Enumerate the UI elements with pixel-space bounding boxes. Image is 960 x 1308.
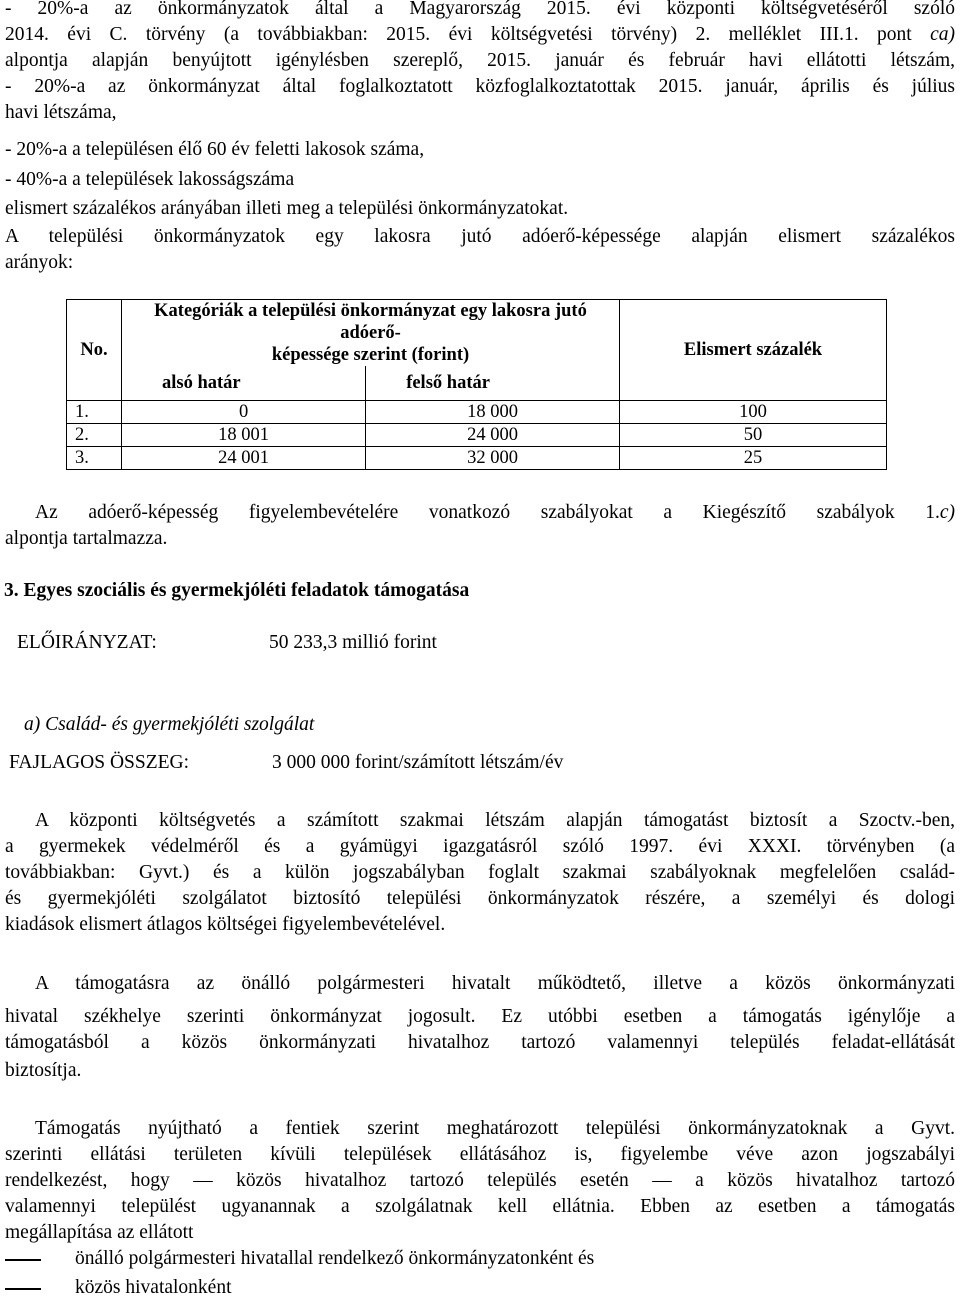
text-line: továbbiakban: Gyvt.) és a külön jogszabályban foglalt szakmai szabályoknak megfelelően család- — [5, 862, 955, 883]
text-line: szerinti ellátási területen kívüli települések ellátásához is, figyelembe véve azon jogszabályi — [5, 1144, 955, 1165]
text-line: alpontja tartalmazza. — [5, 528, 168, 549]
appropriation-value: 50 233,3 millió forint — [269, 632, 437, 653]
text-line: A támogatásra az önálló polgármesteri hivatalt működtető, illetve a közös önkormányzati — [35, 973, 955, 994]
text-line: arányok: — [5, 252, 74, 273]
text-line: 2014. évi C. törvény (a továbbiakban: 2015. évi költségvetési törvény) 2. melléklet III.1. pont ca) — [5, 24, 955, 45]
cell-no: 1. — [67, 400, 122, 423]
table-row — [67, 423, 887, 446]
section-heading: 3. Egyes szociális és gyermekjóléti feladatok támogatása — [4, 580, 470, 601]
text-line: - 20%-a a településen élő 60 év feletti lakosok száma, — [5, 139, 425, 160]
header-lower: alsó határ — [122, 366, 366, 400]
cell-upper: 24 000 — [366, 423, 620, 446]
cell-percent: 100 — [620, 400, 887, 423]
unit-amount-label: FAJLAGOS ÖSSZEG: — [9, 752, 190, 773]
table-row — [67, 400, 887, 423]
text-line: Támogatás nyújtható a fentiek szerint meghatározott települési önkormányzatoknak a Gyvt. — [35, 1118, 955, 1139]
text-line: a gyermekek védelméről és a gyámügyi igazgatásról szóló 1997. évi XXXI. törvényben (a — [5, 836, 955, 857]
text-line: megállapítása az ellátott — [5, 1222, 194, 1243]
header-category: Kategóriák a települési önkormányzat egy lakosra jutó adóerő- képessége szerint (forint) — [122, 300, 620, 367]
text-line: - 40%-a a települések lakosságszáma — [5, 169, 295, 190]
text-line: A települési önkormányzatok egy lakosra jutó adóerő-képessége alapján elismert százalékos — [5, 226, 955, 247]
text-line: kiadások elismert átlagos költségei figyelembevételével. — [5, 914, 446, 935]
header-percent: Elismert százalék — [620, 300, 887, 401]
text-line: Az adóerő-képesség figyelembevételére vonatkozó szabályokat a Kiegészítő szabályok 1.c) — [35, 502, 955, 523]
text-line: A központi költségvetés a számított szakmai létszám alapján támogatást biztosít a Szoctv.-ben, — [35, 810, 955, 831]
cell-lower: 24 001 — [122, 446, 366, 469]
text-line: alpontja alapján benyújtott igénylésben szereplő, 2015. január és február havi ellátotti létszám, — [5, 50, 955, 71]
header-upper: felső határ — [366, 366, 620, 400]
list-item: önálló polgármesteri hivatallal rendelkező önkormányzatonként és — [5, 1246, 594, 1272]
text-line: - 20%-a az önkormányzat által foglalkoztatott közfoglalkoztatottak 2015. január, április és július — [5, 76, 955, 97]
text-line: - 20%-a az önkormányzatok által a Magyarország 2015. évi központi költségvetéséről szóló — [5, 0, 955, 19]
text-line: biztosítja. — [5, 1060, 82, 1081]
table-row — [67, 446, 887, 469]
list-item: közös hivatalonként — [5, 1275, 232, 1301]
dash-bullet-icon — [5, 1288, 41, 1290]
cell-upper: 18 000 — [366, 400, 620, 423]
cell-no: 2. — [67, 423, 122, 446]
text-line: valamennyi települést ugyanannak a szolgálatnak kell ellátnia. Ebben az esetben a támogatás — [5, 1196, 955, 1217]
dash-bullet-icon — [5, 1259, 41, 1261]
subsection-heading: a) Család- és gyermekjóléti szolgálat — [24, 714, 315, 735]
text-line: rendelkezést, hogy — közös hivatalhoz tartozó település esetén — a közös hivatalhoz tartozó — [5, 1170, 955, 1191]
cell-lower: 18 001 — [122, 423, 366, 446]
text-line: és gyermekjóléti szolgálatot biztosító települési önkormányzatok részére, a személyi és dologi — [5, 888, 955, 909]
text-line: elismert százalékos arányában illeti meg a települési önkormányzatokat. — [5, 198, 569, 219]
unit-amount-value: 3 000 000 forint/számított létszám/év — [272, 752, 564, 773]
cell-percent: 50 — [620, 423, 887, 446]
header-no: No. — [67, 300, 122, 401]
text-line: havi létszáma, — [5, 102, 117, 123]
appropriation-label: ELŐIRÁNYZAT: — [17, 632, 157, 653]
percentage-table — [66, 299, 887, 468]
text-line: támogatásból a közös önkormányzati hivatalhoz tartozó valamennyi település feladat-ellátását — [5, 1032, 955, 1053]
cell-lower: 0 — [122, 400, 366, 423]
text-line: hivatal székhelye szerinti önkormányzat jogosult. Ez utóbbi esetben a támogatás igénylője a — [5, 1006, 955, 1027]
cell-upper: 32 000 — [366, 446, 620, 469]
cell-no: 3. — [67, 446, 122, 469]
cell-percent: 25 — [620, 446, 887, 469]
